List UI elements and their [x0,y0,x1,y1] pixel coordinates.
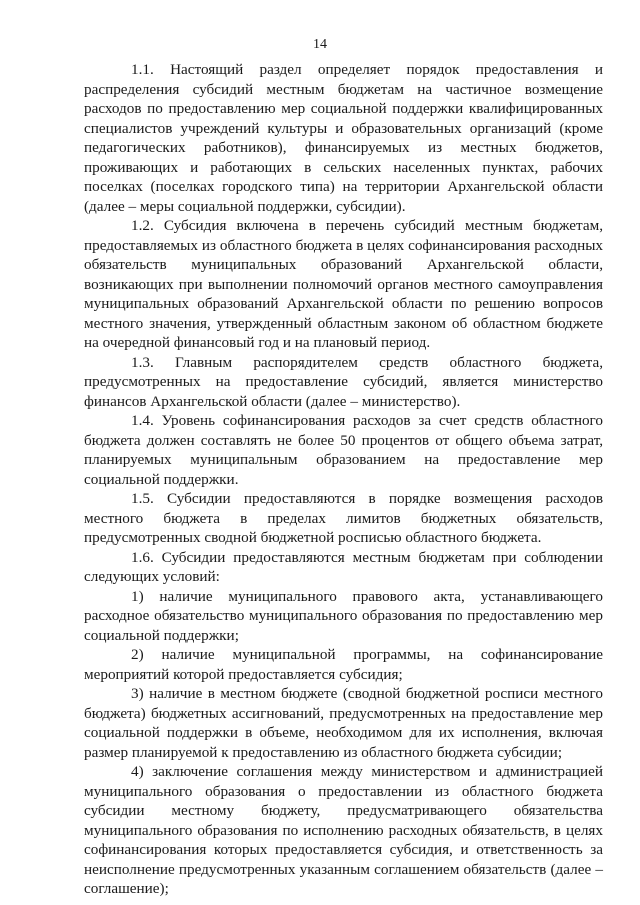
paragraph-1-1: 1.1. Настоящий раздел определяет порядок предоставления и распределения субсидий местным бюджетам на частичное возмещение расходов по предоставлению мер социальной поддержки квалифицированных специалистов учреждений культуры и образовательных организаций (кроме педагогических работников), финансируемых из местных бюджетов, проживающих и работающих в сельских населенных пунктах, рабочих поселках (поселках городского типа) на территории Архангельской области (далее – меры социальной поддержки, субсидии). [84,61,603,215]
paragraph-1-5: 1.5. Субсидии предоставляются в порядке возмещения расходов местного бюджета в пределах лимитов бюджетных обязательств, предусмотренных сводной бюджетной росписью областного бюджета. [84,490,603,546]
paragraph-1-3: 1.3. Главным распорядителем средств областного бюджета, предусмотренных на предоставление субсидий, является министерство финансов Архангельской области (далее – министерство). [84,353,603,410]
condition-2: 2) наличие муниципальной программы, на софинансирование мероприятий которой предоставляется субсидия; [84,646,603,683]
condition-3: 3) наличие в местном бюджете (сводной бюджетной росписи местного бюджета) бюджетных ассигнований, предусмотренных на предоставление мер социальной поддержки в объеме, необходимом для их исполнения, включая размер планируемой к предоставлению из областного бюджета субсидии; [84,685,603,761]
paragraph-1-6: 1.6. Субсидии предоставляются местным бюджетам при соблюдении следующих условий: [84,548,603,585]
paragraph-1-2: 1.2. Субсидия включена в перечень субсидий местным бюджетам, предоставляемых из областного бюджета в целях софинансирования расходных обязательств муниципальных образований Архангельской области, возникающих при выполнении полномочий органов местного самоуправления муниципальных образований Архангельской области по решению вопросов местного значения, утвержденный областным законом об областном бюджете на очередной финансовый год и на плановый период. [84,217,603,351]
document-body [84,60,603,899]
condition-4: 4) заключение соглашения между министерством и администрацией муниципального образования о предоставлении из областного бюджета субсидии местному бюджету, предусматривающего обязательства муниципального образования по исполнению расходных обязательств, в целях софинансирования которых предоставляется субсидия, и ответственность за неисполнение предусмотренных указанным соглашением обязательств (далее – соглашение); [84,763,603,897]
paragraph-1-4: 1.4. Уровень софинансирования расходов за счет средств областного бюджета должен составлять не более 50 процентов от общего объема затрат, планируемых муниципальным образованием на предоставление мер социальной поддержки. [84,412,603,488]
page-number: 14 [313,37,327,52]
condition-1: 1) наличие муниципального правового акта, устанавливающего расходное обязательство муниципального образования по предоставлению мер социальной поддержки; [84,587,603,644]
